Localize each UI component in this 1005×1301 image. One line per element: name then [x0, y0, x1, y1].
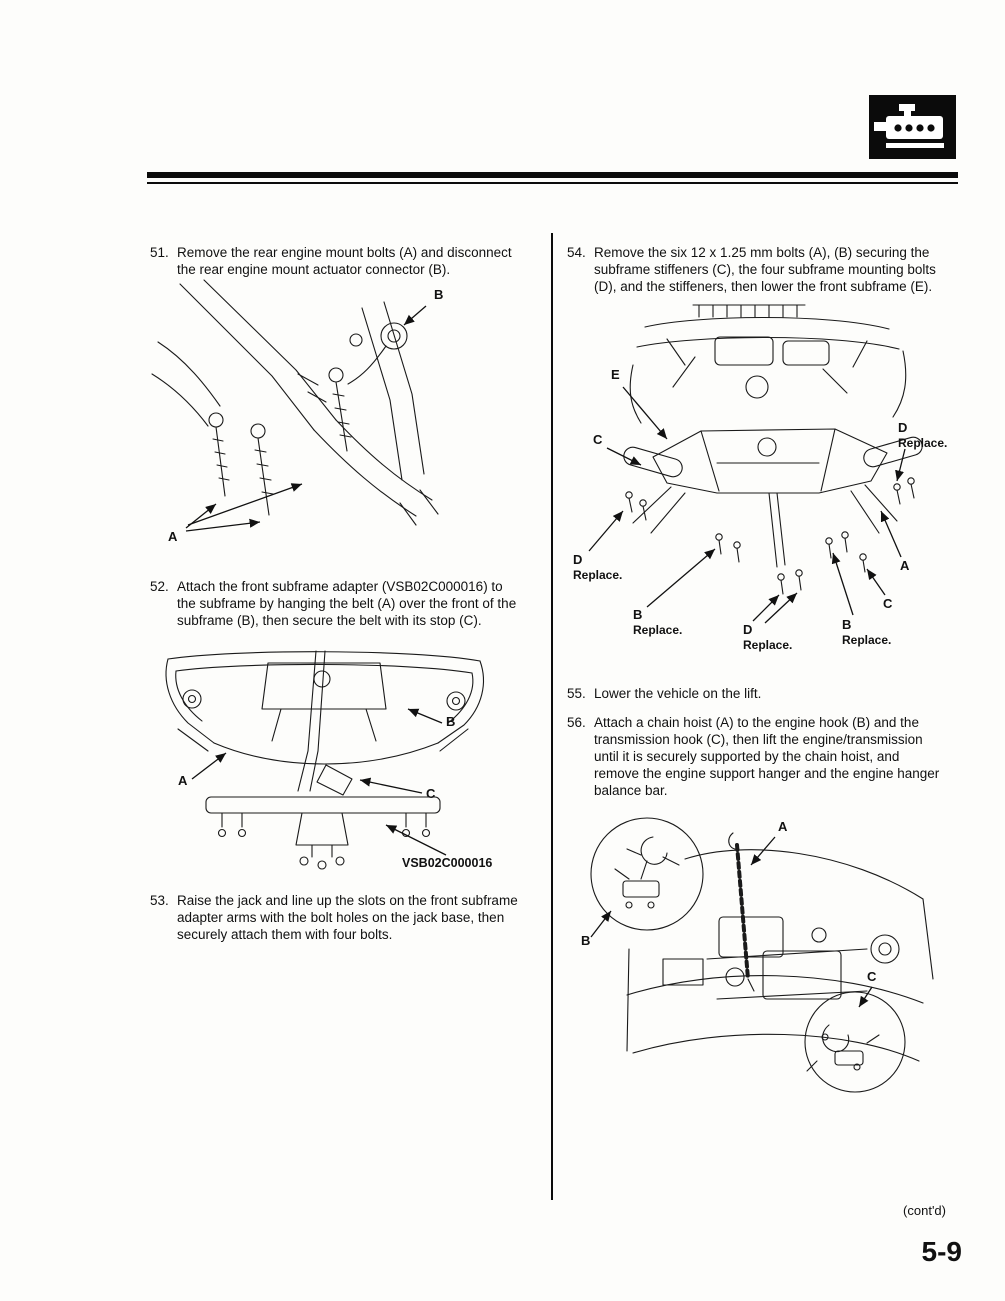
- step-53-text: Raise the jack and line up the slots on the front subframe adapter arms with the bolt holes on the jack base, then securely attach them with four bolts.: [177, 893, 518, 942]
- replace-note: Replace.: [743, 638, 793, 652]
- step-53: [150, 892, 522, 943]
- part-code-label: VSB02C000016: [402, 856, 493, 870]
- figure-56: [567, 799, 947, 1099]
- callout-a-label: A: [900, 558, 910, 573]
- callout-b-label: B: [434, 287, 444, 302]
- callout-d-right-label: D: [898, 420, 908, 435]
- engine-icon: [869, 95, 956, 159]
- step-52-text: Attach the front subframe adapter (VSB02C000016) to the subframe by hanging the belt (A) over the front of the subframe (B), then secure the belt with its stop (C).: [177, 579, 517, 628]
- callout-b-right-label: B: [842, 617, 852, 632]
- figure-54-callout-arrows: [589, 387, 908, 623]
- step-54: [567, 244, 947, 295]
- replace-note: Replace.: [842, 633, 892, 647]
- left-column: [150, 244, 522, 943]
- engine-icon-glyph: [869, 95, 956, 159]
- callout-b-label: B: [581, 933, 591, 948]
- step-56: [567, 714, 947, 799]
- figure-51-diagram: [150, 278, 455, 558]
- header-rule-thick: [147, 172, 958, 178]
- callout-d-left-label: D: [573, 552, 583, 567]
- figure-52: [150, 629, 522, 874]
- step-53-number: 53.: [150, 893, 169, 908]
- step-56-number: 56.: [567, 715, 586, 730]
- callout-c-label: C: [426, 786, 436, 801]
- figure-54-diagram: [567, 295, 947, 655]
- front-subframe-drawing: [622, 305, 925, 594]
- callout-d-center-label: D: [743, 622, 753, 637]
- figure-56-diagram: [567, 799, 937, 1099]
- step-55-number: 55.: [567, 686, 586, 701]
- step-55: [567, 685, 947, 702]
- replace-note: Replace.: [573, 568, 623, 582]
- step-52: [150, 578, 522, 629]
- page-number: 5-9: [921, 1236, 962, 1267]
- step-54-text: Remove the six 12 x 1.25 mm bolts (A), (B) securing the subframe stiffeners (C), the four subframe mounting bolts (D), and the stiffeners, then lower the front subframe (E).: [594, 245, 936, 294]
- right-column: [567, 244, 947, 1099]
- step-56-text: Attach a chain hoist (A) to the engine hook (B) and the transmission hook (C), then lift the engine/transmission until it is securely supported by the chain hoist, and remove the engine support hanger and the engine hanger balance bar.: [594, 715, 940, 798]
- step-51-text: Remove the rear engine mount bolts (A) and disconnect the rear engine mount actuator connector (B).: [177, 245, 512, 277]
- replace-note: Replace.: [633, 623, 683, 637]
- callout-a-label: A: [168, 529, 178, 544]
- callout-c-right-label: C: [883, 596, 893, 611]
- step-54-number: 54.: [567, 245, 586, 260]
- rear-engine-mount-drawing: [152, 280, 438, 525]
- replace-note: Replace.: [898, 436, 947, 450]
- step-51: [150, 244, 522, 278]
- figure-52-diagram: [150, 629, 495, 874]
- chain-hoist-drawing: [591, 818, 933, 1092]
- callout-b-label: B: [446, 714, 456, 729]
- callout-c-label: C: [867, 969, 877, 984]
- callout-e-label: E: [611, 367, 620, 382]
- header-rule-thin: [147, 182, 958, 184]
- callout-a-label: A: [178, 773, 188, 788]
- figure-51: [150, 278, 522, 558]
- callout-b-left-label: B: [633, 607, 643, 622]
- step-52-number: 52.: [150, 579, 169, 594]
- subframe-adapter-drawing: [166, 651, 483, 869]
- step-51-number: 51.: [150, 245, 169, 260]
- callout-c-left-label: C: [593, 432, 603, 447]
- figure-54: [567, 295, 947, 655]
- callout-a-label: A: [778, 819, 788, 834]
- contd-note: (cont'd): [903, 1203, 946, 1218]
- step-55-text: Lower the vehicle on the lift.: [594, 686, 762, 701]
- figure-56-callout-arrows: [591, 837, 872, 1007]
- column-divider: [551, 233, 553, 1200]
